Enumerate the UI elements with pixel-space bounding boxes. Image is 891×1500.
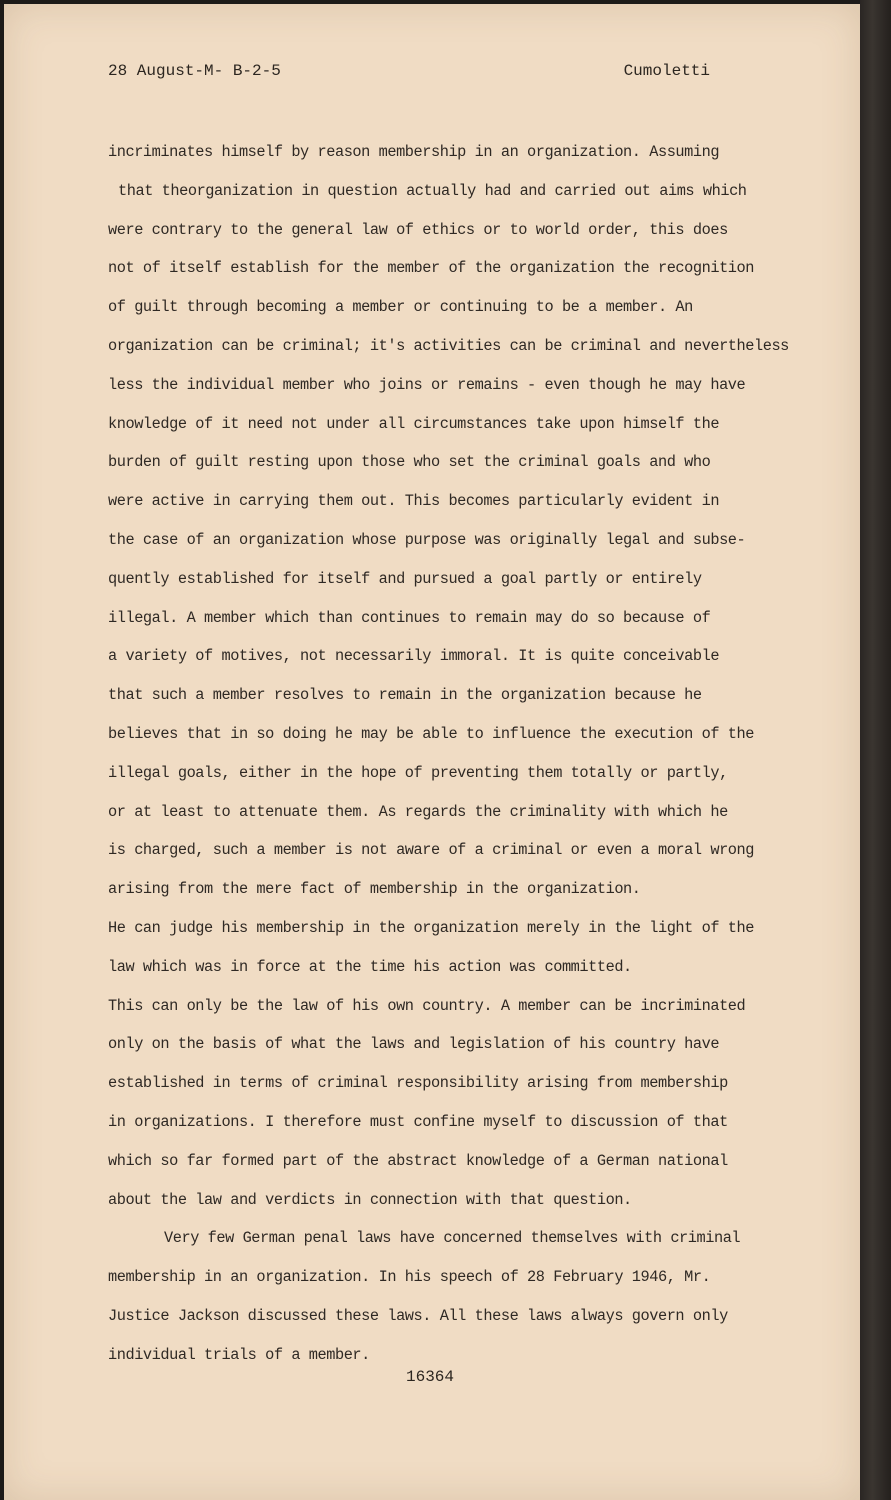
text-line: is charged, such a member is not aware of a criminal or even a moral wrong — [108, 841, 754, 860]
page-number: 16364 — [406, 1368, 455, 1386]
text-line: This can only be the law of his own country. A member can be incriminated — [108, 996, 746, 1015]
text-line: law which was in force at the time his action was committed. — [108, 957, 632, 976]
scan-edge — [860, 0, 891, 1500]
text-line: that such a member resolves to remain in the organization because he — [108, 686, 702, 705]
text-line: in organizations. I therefore must confine myself to discussion of that — [108, 1112, 728, 1131]
text-line: not of itself establish for the member of the organization the recognition — [108, 259, 754, 278]
text-line: organization can be criminal; it's activities can be criminal and nevertheless — [108, 336, 789, 355]
text-line: membership in an organization. In his speech of 28 February 1946, Mr. — [108, 1268, 711, 1287]
text-line: a variety of motives, not necessarily immoral. It is quite conceivable — [108, 647, 720, 666]
text-line: knowledge of it need not under all circumstances take upon himself the — [108, 414, 720, 433]
text-line: quently established for itself and pursued a goal partly or entirely — [108, 569, 702, 588]
text-line: incriminates himself by reason membership in an organization. Assuming — [108, 143, 720, 161]
text-line: of guilt through becoming a member or continuing to be a member. An — [108, 298, 693, 317]
text-line: only on the basis of what the laws and legislation of his country have — [108, 1035, 720, 1054]
text-line: less the individual member who joins or remains - even though he may have — [108, 375, 746, 394]
header-reference: 28 August-M- B-2-5 — [108, 62, 281, 80]
text-line: Justice Jackson discussed these laws. All these laws always govern only — [108, 1306, 728, 1325]
text-line: He can judge his membership in the organization merely in the light of the — [108, 918, 754, 937]
text-line: were active in carrying them out. This becomes particularly evident in — [108, 492, 720, 511]
text-line: or at least to attenuate them. As regards the criminality with which he — [108, 802, 728, 821]
text-line: the case of an organization whose purpose was originally legal and subse- — [108, 530, 746, 549]
text-line: illegal goals, either in the hope of preventing them totally or partly, — [108, 763, 728, 782]
text-line: individual trials of a member. — [108, 1345, 370, 1364]
document-page — [4, 4, 860, 1500]
text-line: established in terms of criminal responsibility arising from membership — [108, 1074, 728, 1093]
text-line: about the law and verdicts in connection with that question. — [108, 1190, 632, 1209]
text-line: illegal. A member which than continues to remain may do so because of — [108, 608, 711, 627]
text-line: Very few German penal laws have concerned themselves with criminal — [164, 1229, 741, 1248]
text-line: arising from the mere fact of membership in the organization. — [108, 880, 641, 899]
header-reporter: Cumoletti — [623, 62, 710, 80]
text-line: burden of guilt resting upon those who set the criminal goals and who — [108, 453, 711, 472]
text-line: which so far formed part of the abstract knowledge of a German national — [108, 1151, 728, 1170]
page-header — [108, 62, 710, 86]
text-line: were contrary to the general law of ethics or to world order, this does — [108, 220, 728, 239]
document-body — [108, 133, 826, 1375]
text-line: believes that in so doing he may be able to influence the execution of the — [108, 724, 754, 743]
text-line: that theorganization in question actually had and carried out aims which — [118, 181, 747, 200]
